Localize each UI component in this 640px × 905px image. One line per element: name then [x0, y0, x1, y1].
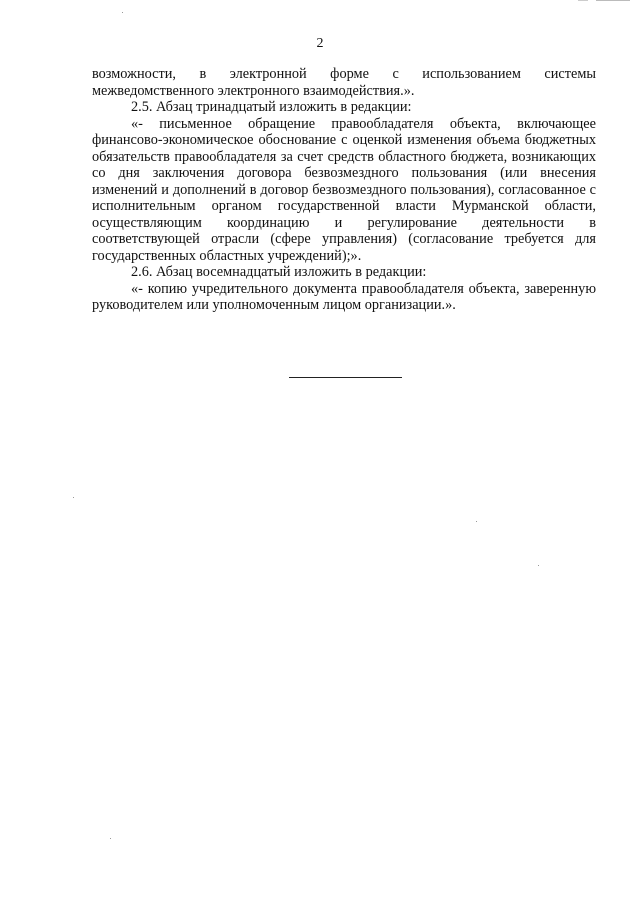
paragraph-continuation: возможности, в электронной форме с использованием системы межведомственного электронного взаимодействия.».: [92, 66, 596, 99]
scan-speck: [73, 497, 74, 498]
paragraph-quote-2-6: «- копию учредительного документа правообладателя объекта, заверенную руководителем или уполномоченным лицом организации.».: [92, 280, 596, 313]
end-divider: [289, 377, 402, 378]
scan-speck: [476, 521, 477, 522]
scan-speck: [538, 565, 539, 566]
scan-mark: [578, 0, 588, 1]
scan-speck: [122, 12, 123, 13]
paragraph-item-2-5: 2.5. Абзац тринадцатый изложить в редакции:: [131, 99, 412, 115]
document-body: [92, 66, 596, 314]
paragraph-quote-2-5: «- письменное обращение правообладателя объекта, включающее финансово-экономическое обоснование с оценкой изменения объема бюджетных обязательств правообладателя за счет средств областного бюджета, возникающих со дня заключения договора безвозмездного пользования (или внесения изменений и дополнений в договор безвозмездного пользования), согласованное с исполнительным органом государственной власти Мурманской области, осуществляющим координацию и регулирование деятельности в соответствующей отрасли (сфере управления) (согласование требуется для государственных областных учреждений);».: [92, 115, 596, 264]
paragraph-item-2-6: 2.6. Абзац восемнадцатый изложить в редакции:: [131, 264, 427, 280]
page-number: 2: [316, 36, 324, 51]
scan-mark: [596, 0, 630, 1]
scan-speck: [110, 838, 111, 839]
